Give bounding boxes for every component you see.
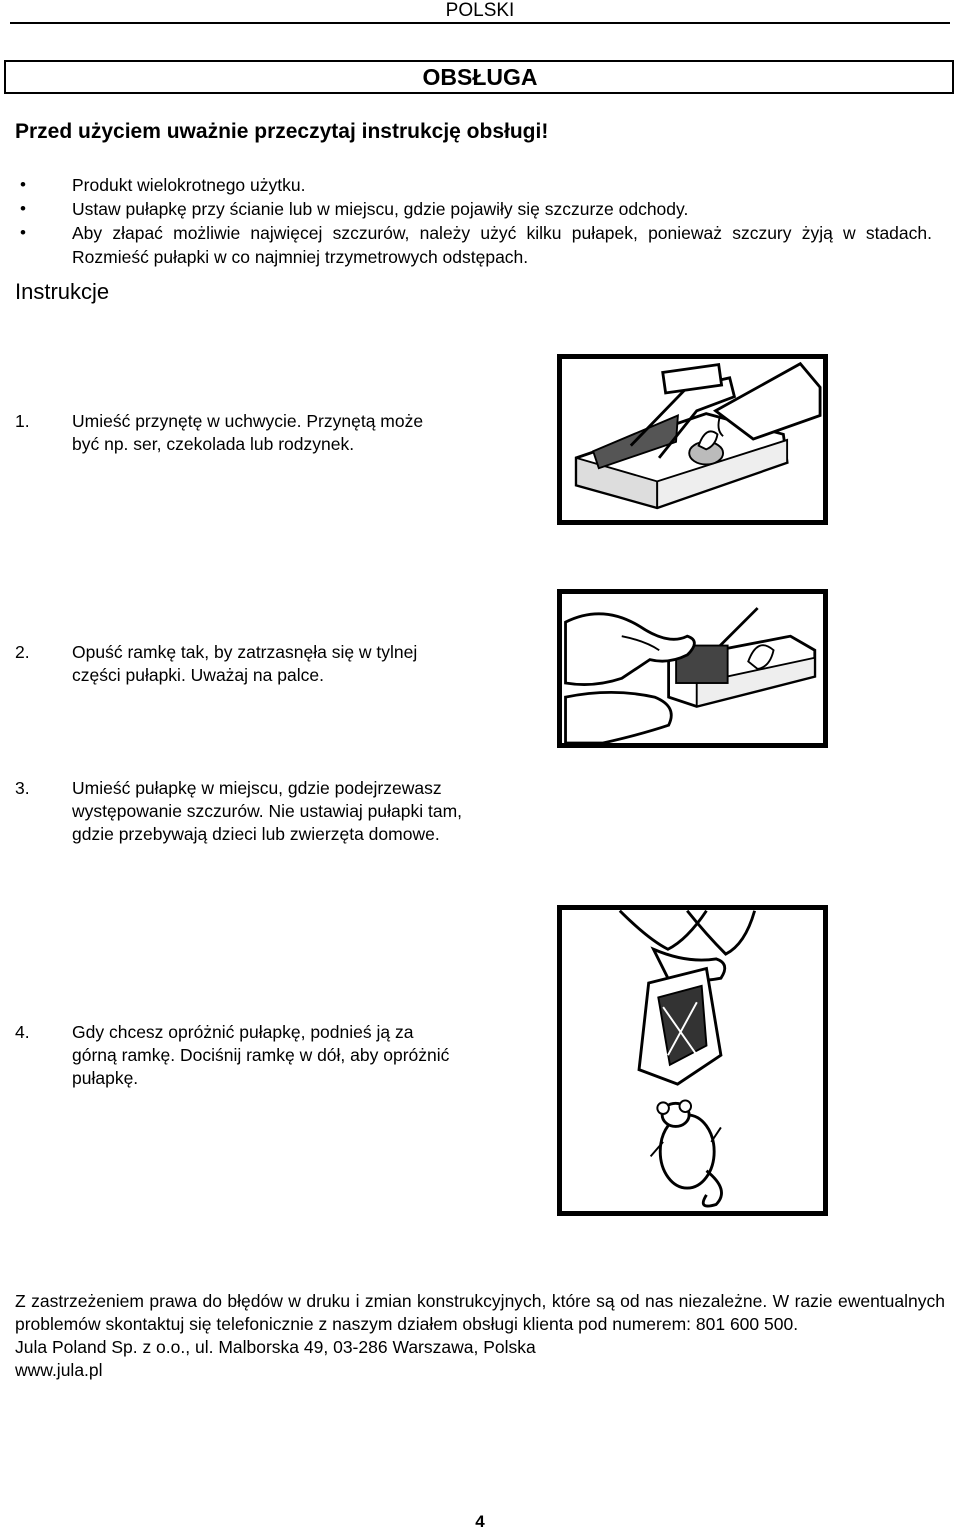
warning-text: Przed użyciem uważnie przeczytaj instrukcję obsługi! (15, 120, 549, 143)
bullet-item: • Aby złapać możliwie najwięcej szczurów, należy użyć kilku pułapek, ponieważ szczury żyją w stadach. Rozmieść pułapki w co najmniej trzymetrowych odstępach. (12, 221, 932, 269)
bullet-item: • Produkt wielokrotnego użytku. (12, 173, 932, 197)
footer-website: www.jula.pl (15, 1360, 103, 1380)
trap-bait-drawing (562, 359, 823, 520)
step-number: 2. (15, 642, 30, 662)
step-number: 4. (15, 1022, 30, 1042)
bullet-list (12, 173, 932, 269)
step-2 (15, 641, 475, 687)
illustration-bait-trap (557, 354, 828, 525)
step-1 (15, 410, 475, 456)
header-divider (10, 22, 950, 24)
trap-emptying-drawing (562, 910, 823, 1211)
page-number: 4 (475, 1512, 485, 1531)
page-title: OBSŁUGA (422, 64, 538, 90)
step-number: 3. (15, 778, 30, 798)
footer-address: Jula Poland Sp. z o.o., ul. Malborska 49, 03-286 Warszawa, Polska (15, 1337, 536, 1357)
step-3 (15, 777, 475, 846)
instructions-heading: Instrukcje (15, 279, 110, 304)
illustration-empty-trap (557, 905, 828, 1216)
step-4 (15, 1021, 475, 1090)
illustration-set-trap (557, 589, 828, 748)
step-number: 1. (15, 411, 30, 431)
step-text: Gdy chcesz opróżnić pułapkę, podnieś ją za górną ramkę. Dociśnij ramkę w dół, aby opróżnić pułapkę. (72, 1022, 450, 1088)
step-text: Umieść przynętę w uchwycie. Przynętą może być np. ser, czekolada lub rodzynek. (72, 411, 424, 454)
footer (15, 1290, 945, 1382)
footer-disclaimer: Z zastrzeżeniem prawa do błędów w druku i zmian konstrukcyjnych, które są od nas niezależne. W razie ewentualnych problemów skontaktuj się telefonicznie z naszym działem obsługi klienta pod numerem: 801 600 500. (15, 1291, 945, 1334)
trap-setting-drawing (562, 594, 823, 743)
header-language: POLSKI (445, 0, 515, 21)
step-text: Opuść ramkę tak, by zatrzasnęła się w tylnej części pułapki. Uważaj na palce. (72, 642, 418, 685)
bullet-item: • Ustaw pułapkę przy ścianie lub w miejscu, gdzie pojawiły się szczurze odchody. (12, 197, 932, 221)
step-text: Umieść pułapkę w miejscu, gdzie podejrzewasz występowanie szczurów. Nie ustawiaj pułapki tam, gdzie przebywają dzieci lub zwierzęta domowe. (72, 778, 463, 844)
